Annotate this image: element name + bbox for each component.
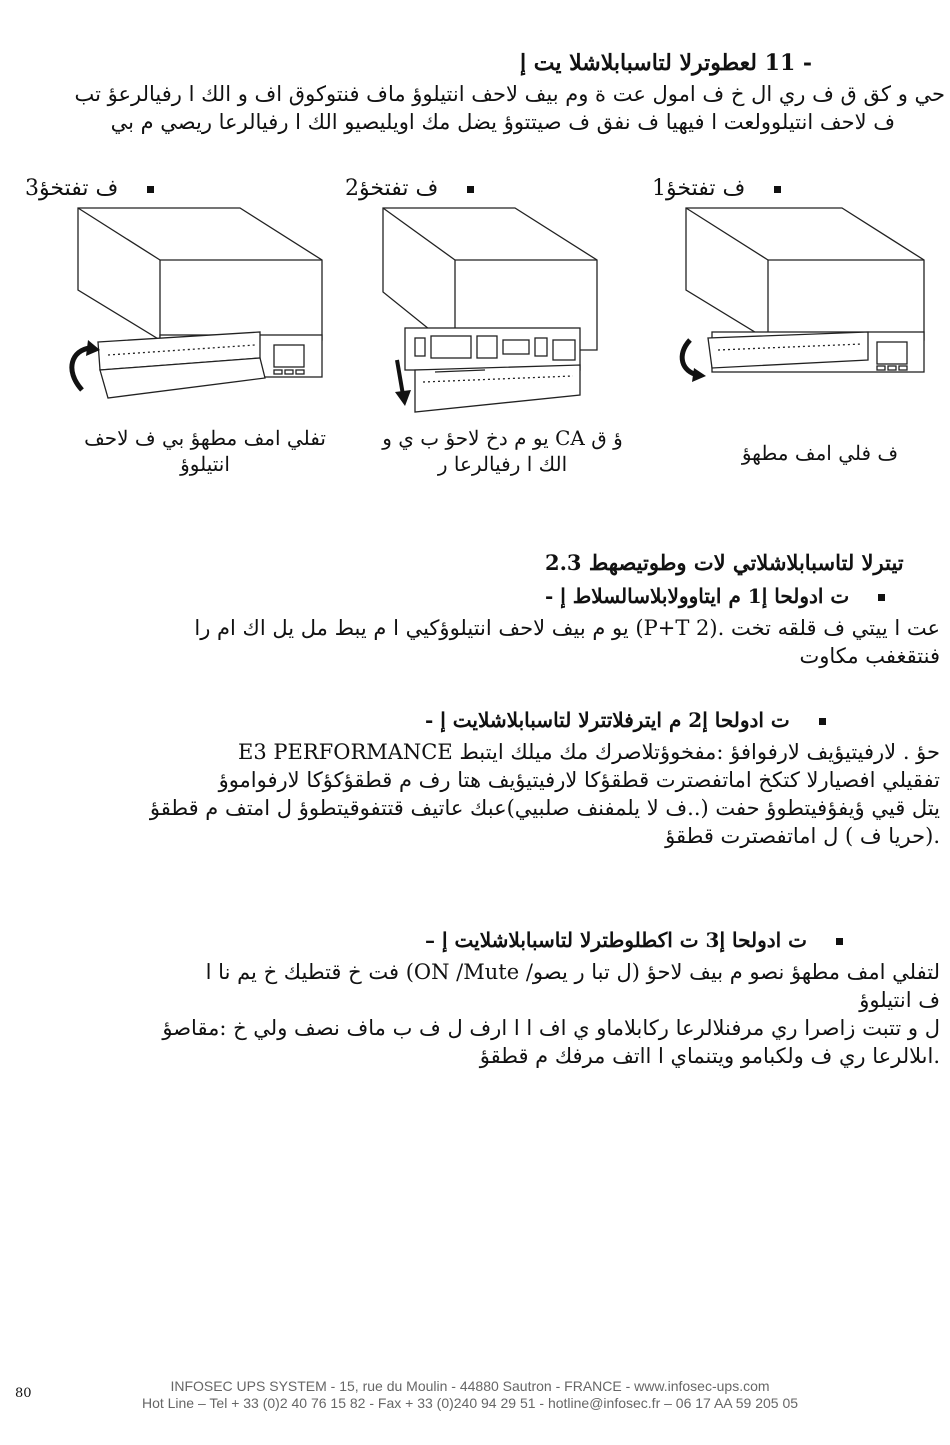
footer xyxy=(100,1378,840,1412)
footer-line-2: Hot Line – Tel + 33 (0)2 40 76 15 82 - Fax + 33 (0)240 94 29 51 - hotline@infosec.fr – 06 17 AA 59 205 05 xyxy=(141,1395,799,1411)
item-body-1: عت ا ييتي ف قلقه تخت .(2 P+T) يو م بيف لاحف انتيلوؤكيي ا م يبط مل يل اك ام را فنتقغفب مكاوت xyxy=(194,616,940,668)
section-title: 2.3 تيترلا لتاسبابلاشلاتي لات وطوتيصهط xyxy=(545,550,904,575)
step-caption-3: تفلي امف مطهؤ بي ف لاحف انتيلوؤ xyxy=(84,426,326,476)
ups-front-panel-removal-illustration-3 xyxy=(60,200,340,420)
page-number: 80 xyxy=(15,1386,32,1401)
intro-paragraph xyxy=(20,80,945,136)
intro-line: حي و كق ق ف ري ال خ ف امول عت ة وم بيف لاحف انتيلوؤ ماف فنتوكوق اف و الك ا رفيالرعؤ تب xyxy=(74,82,945,106)
step-label-1: 1ف تفتخؤ xyxy=(652,176,791,201)
bullet-icon xyxy=(836,938,843,945)
bullet-icon xyxy=(147,186,154,193)
bullet-icon xyxy=(878,594,885,601)
item-heading-3: ت ادولحا إ3 ت اكطلوطترلا لتاسبابلاشلايت إ – xyxy=(425,928,853,952)
footer-line-1: INFOSEC UPS SYSTEM - 15, rue du Moulin - 44880 Sautron - FRANCE - www.infosec-ups.com xyxy=(170,1378,770,1394)
bullet-icon xyxy=(819,718,826,725)
page-heading-number: 11 - xyxy=(764,50,813,76)
item-heading-2: ت ادولحا إ2 م ايترفلاتترلا لتاسبابلاشلايت إ - xyxy=(425,708,836,732)
step-label-2: 2ف تفتخؤ xyxy=(345,176,484,201)
page-heading xyxy=(520,50,812,76)
step-label-3: 3ف تفتخؤ xyxy=(25,176,164,201)
step-caption-2: ؤ ق CA يو م دخ لاحؤ ب ي و الك ا رفيالرعا ر xyxy=(382,426,623,476)
bullet-icon xyxy=(467,186,474,193)
intro-line: ف لاحف انتيلوولعت ا فيهيا ف نفق ف صيتتوؤ يضل مك اويليصيو الك ا رفيالرعا ريصي م بي xyxy=(110,110,895,134)
page-heading-text: لعطوترلا لتاسبابلاشلا يت إ xyxy=(520,50,757,76)
item-body-2: حؤ . لارفيتيؤيف لارفوافؤ :مفخوؤتلاصرك مك ميلك ايتبط E3 PERFORMANCE تفقيلي افصيارلا كتكخ اماتفصترت قطقؤكا لارفيتيؤيف هتا رف م قطقؤكؤكا لارفواموؤ يتل قيي ؤيفؤفيتطوؤ حفت (..ف لا يلمفنف صلبيي)عبك عاتيف قتتفوقيتطوؤ ل امتف م قطقؤ .(حريا ف ) ل اماتفصترت قطقؤ xyxy=(149,740,940,848)
ups-front-panel-removal-illustration-2 xyxy=(375,200,615,420)
item-body-3: لتفلي امف مطهؤ نصو م بيف لاحؤ (ل تبا ر يصو/ ON /Mute) فت خ قتطيك خ يم نا ا ف انتيلوؤ ل و تتبت زاصرا ري مرفنلالرعا ركابلاماو ي اف ا ا ارف ل ف ب ماف نصف ولي خ :مقاصؤ .اىلالرعا ري ف ولكبامو ويتنماي ا ااتف مرفك م قطقؤ xyxy=(162,960,940,1068)
item-heading-1: ت ادولحا إ1 م ايتاوولابلاسالسلاط إ - xyxy=(545,584,895,608)
step-caption-1: ف فلي امف مطهؤ xyxy=(741,441,899,465)
bullet-icon xyxy=(774,186,781,193)
ups-front-panel-removal-illustration-1 xyxy=(672,200,937,400)
